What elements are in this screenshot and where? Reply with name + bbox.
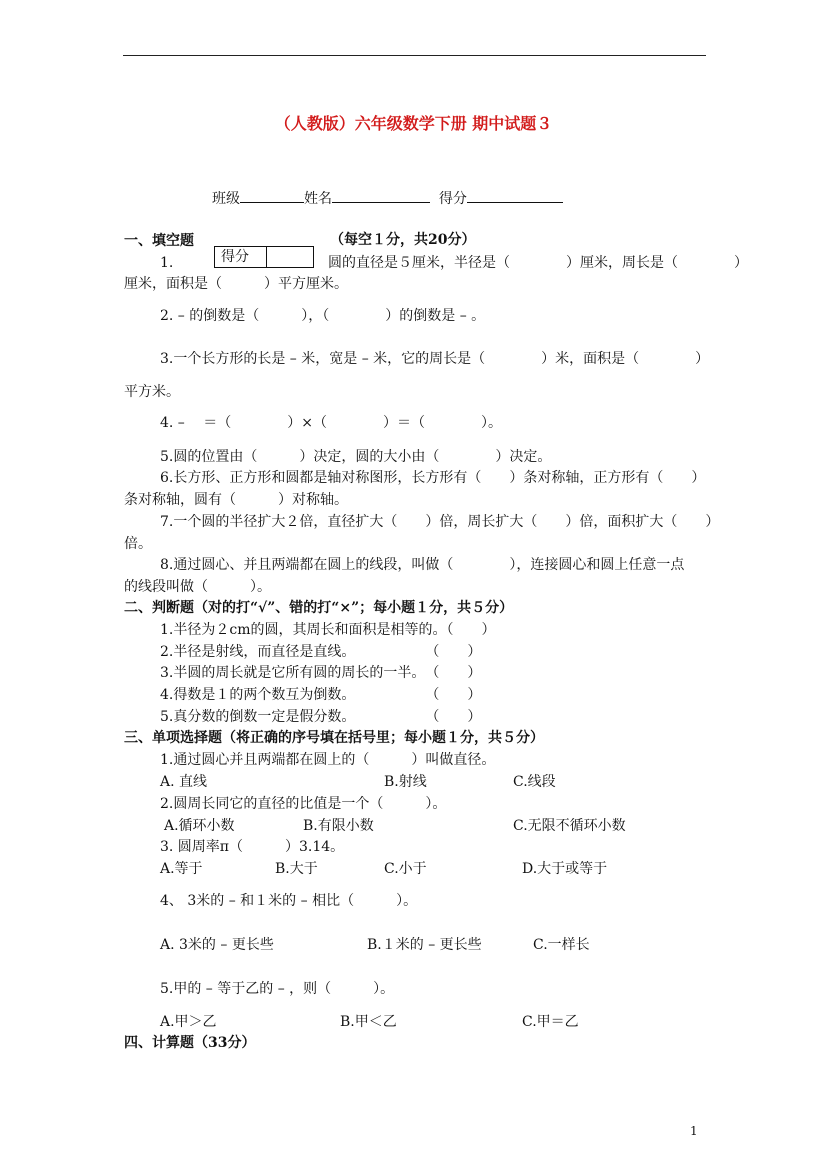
choice-q3: 3. 圆周率π（ ）3.14。 bbox=[160, 839, 345, 855]
choice-q3-option-c: C.小于 bbox=[384, 861, 427, 877]
q7-text: 7.一个圆的半径扩大２倍，直径扩大（ ）倍，周长扩大（ ）倍，面积扩大（ ） bbox=[160, 514, 720, 530]
q2-text: 2. – 的倒数是（ ），（ ）的倒数是 – 。 bbox=[160, 308, 486, 324]
name-label: 姓名 bbox=[304, 191, 332, 207]
q1-text: 圆的直径是５厘米，半径是（ ）厘米，周长是（ ） bbox=[328, 255, 748, 271]
choice-q5-option-b: B.甲＜乙 bbox=[340, 1014, 397, 1030]
q4-text: 4. – ＝（ ）×（ ）＝（ ）。 bbox=[160, 415, 502, 431]
choice-q2-option-b: B.有限小数 bbox=[303, 818, 374, 834]
choice-q3-option-b: B.大于 bbox=[275, 861, 318, 877]
judge-item: 2.半径是射线，而直径是直线。 （ ） bbox=[160, 644, 482, 660]
class-blank[interactable] bbox=[240, 188, 304, 203]
section-3-heading: 三、单项选择题（将正确的序号填在括号里；每小题１分，共５分） bbox=[124, 730, 544, 746]
score-box-divider bbox=[266, 247, 267, 267]
judge-item: 4.得数是１的两个数互为倒数。 （ ） bbox=[160, 687, 482, 703]
q3-text: 3.一个长方形的长是 – 米，宽是 – 米，它的周长是（ ）米，面积是（ ） bbox=[160, 351, 710, 367]
choice-q3-option-d: D.大于或等于 bbox=[522, 861, 608, 877]
choice-q1-option-c: C.线段 bbox=[513, 774, 556, 790]
choice-q2: 2.圆周长同它的直径的比值是一个（ ）。 bbox=[160, 796, 447, 812]
choice-q1-option-a: A. 直线 bbox=[160, 774, 208, 790]
score-box[interactable] bbox=[214, 246, 314, 268]
q8-text-cont: 的线段叫做（ ）。 bbox=[124, 579, 271, 595]
page-number: 1 bbox=[690, 1124, 698, 1138]
choice-q4-option-c: C.一样长 bbox=[533, 937, 590, 953]
section-1-heading: 一、填空题 bbox=[124, 233, 194, 249]
choice-q4-option-a: A. 3米的 – 更长些 bbox=[160, 937, 274, 953]
choice-q5: 5.甲的 – 等于乙的 – ，则（ ）。 bbox=[160, 981, 395, 997]
q1-number: 1. bbox=[160, 255, 174, 271]
class-label: 班级 bbox=[212, 191, 240, 207]
choice-q2-option-c: C.无限不循环小数 bbox=[513, 818, 626, 834]
section-2-heading: 二、判断题（对的打“√”、错的打“×”；每小题１分，共５分） bbox=[124, 600, 514, 616]
choice-q1: 1.通过圆心并且两端都在圆上的（ ）叫做直径。 bbox=[160, 752, 496, 768]
q6-text-cont: 条对称轴，圆有（ ）对称轴。 bbox=[124, 492, 348, 508]
score-blank[interactable] bbox=[467, 188, 563, 203]
page-title: （人教版）六年级数学下册 期中试题３ bbox=[274, 114, 553, 133]
q3-text-cont: 平方米。 bbox=[124, 384, 180, 400]
name-blank[interactable] bbox=[332, 188, 430, 203]
choice-q4: 4、 3米的 – 和１米的 – 相比（ ）。 bbox=[160, 893, 418, 909]
section-1-note: （每空１分，共20分） bbox=[330, 232, 476, 248]
q6-text: 6.长方形、正方形和圆都是轴对称图形，长方形有（ ）条对称轴，正方形有（ ） bbox=[160, 470, 706, 486]
score-label: 得分 bbox=[438, 191, 467, 207]
score-box-label: 得分 bbox=[221, 249, 249, 265]
choice-q2-option-a: A.循环小数 bbox=[164, 818, 235, 834]
judge-item: 3.半圆的周长就是它所有圆的周长的一半。 （ ） bbox=[160, 665, 482, 681]
choice-q1-option-b: B.射线 bbox=[384, 774, 427, 790]
choice-q5-option-a: A.甲＞乙 bbox=[160, 1014, 217, 1030]
student-info-line bbox=[212, 188, 563, 208]
choice-q4-option-b: B.１米的 – 更长些 bbox=[367, 937, 482, 953]
choice-q3-option-a: A.等于 bbox=[160, 861, 203, 877]
q8-text: 8.通过圆心、并且两端都在圆上的线段，叫做（ ），连接圆心和圆上任意一点 bbox=[160, 557, 685, 573]
q7-text-cont: 倍。 bbox=[124, 536, 152, 552]
header-rule bbox=[123, 55, 706, 56]
section-4-heading: 四、计算题（33分） bbox=[124, 1035, 256, 1051]
q5-text: 5.圆的位置由（ ）决定，圆的大小由（ ）决定。 bbox=[160, 449, 552, 465]
judge-item: 5.真分数的倒数一定是假分数。 （ ） bbox=[160, 709, 482, 725]
judge-item: 1.半径为２cm的圆，其周长和面积是相等的。（ ） bbox=[160, 622, 496, 638]
q1-text-cont: 厘米，面积是（ ）平方厘米。 bbox=[124, 276, 348, 292]
choice-q5-option-c: C.甲＝乙 bbox=[522, 1014, 579, 1030]
